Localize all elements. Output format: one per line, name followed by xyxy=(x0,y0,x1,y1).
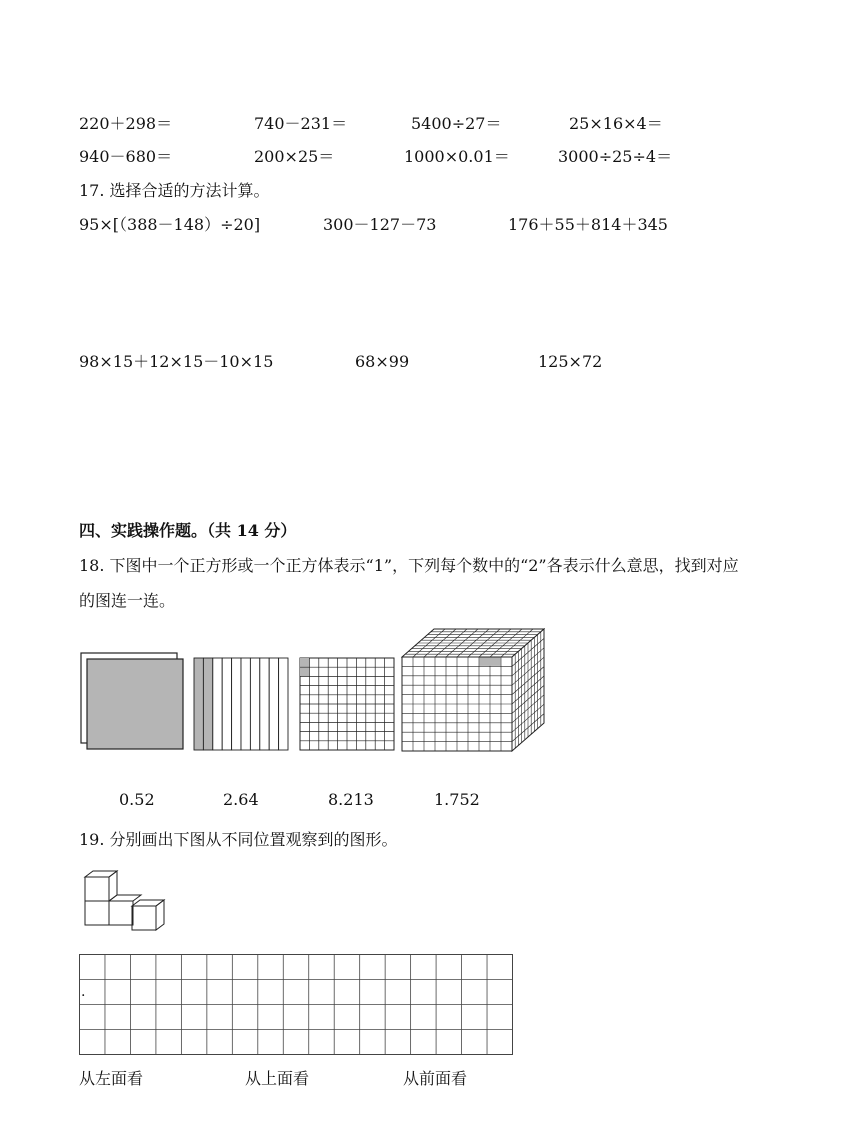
question-18-line1: 18. 下图中一个正方形或一个正方体表示“1”，下列每个数中的“2”各表示什么意思，找到对应 xyxy=(79,556,739,575)
calc-item: 25×16×4＝ xyxy=(569,114,663,133)
grid-dot: . xyxy=(81,984,86,1000)
question-18-line2: 的图连一连。 xyxy=(79,591,176,610)
calc-item: 3000÷25÷4＝ xyxy=(558,147,673,166)
q17-expression: 125×72 xyxy=(538,352,603,371)
calc-item: 200×25＝ xyxy=(254,147,335,166)
q18-number: 0.52 xyxy=(119,790,155,809)
tenths-strip-figure xyxy=(193,657,289,751)
calc-item: 220＋298＝ xyxy=(79,114,173,133)
q17-expression: 176＋55＋814＋345 xyxy=(508,215,668,234)
stacked-cubes-figure xyxy=(80,868,180,936)
q17-expression: 68×99 xyxy=(355,352,410,371)
q18-number: 2.64 xyxy=(223,790,259,809)
view-label-front: 从前面看 xyxy=(403,1069,468,1088)
question-19-title: 19. 分别画出下图从不同位置观察到的图形。 xyxy=(79,830,398,849)
q17-expression: 95×[（388－148）÷20] xyxy=(79,215,261,234)
view-label-left: 从左面看 xyxy=(79,1069,144,1088)
q17-expression: 300－127－73 xyxy=(323,215,437,234)
q17-expression: 98×15＋12×15－10×15 xyxy=(79,352,274,371)
calc-item: 740－231＝ xyxy=(254,114,348,133)
q18-number: 8.213 xyxy=(328,790,374,809)
hundredths-grid-figure xyxy=(299,657,395,751)
section-heading: 四、实践操作题。（共 14 分） xyxy=(79,521,297,540)
thousandths-cube-figure xyxy=(401,628,545,752)
calc-item: 1000×0.01＝ xyxy=(404,147,510,166)
q18-number: 1.752 xyxy=(434,790,480,809)
view-label-top: 从上面看 xyxy=(245,1069,310,1088)
unit-square-figure xyxy=(80,652,184,750)
calc-item: 940－680＝ xyxy=(79,147,173,166)
calc-item: 5400÷27＝ xyxy=(411,114,502,133)
drawing-grid xyxy=(79,954,513,1055)
question-17-title: 17. 选择合适的方法计算。 xyxy=(79,181,270,200)
